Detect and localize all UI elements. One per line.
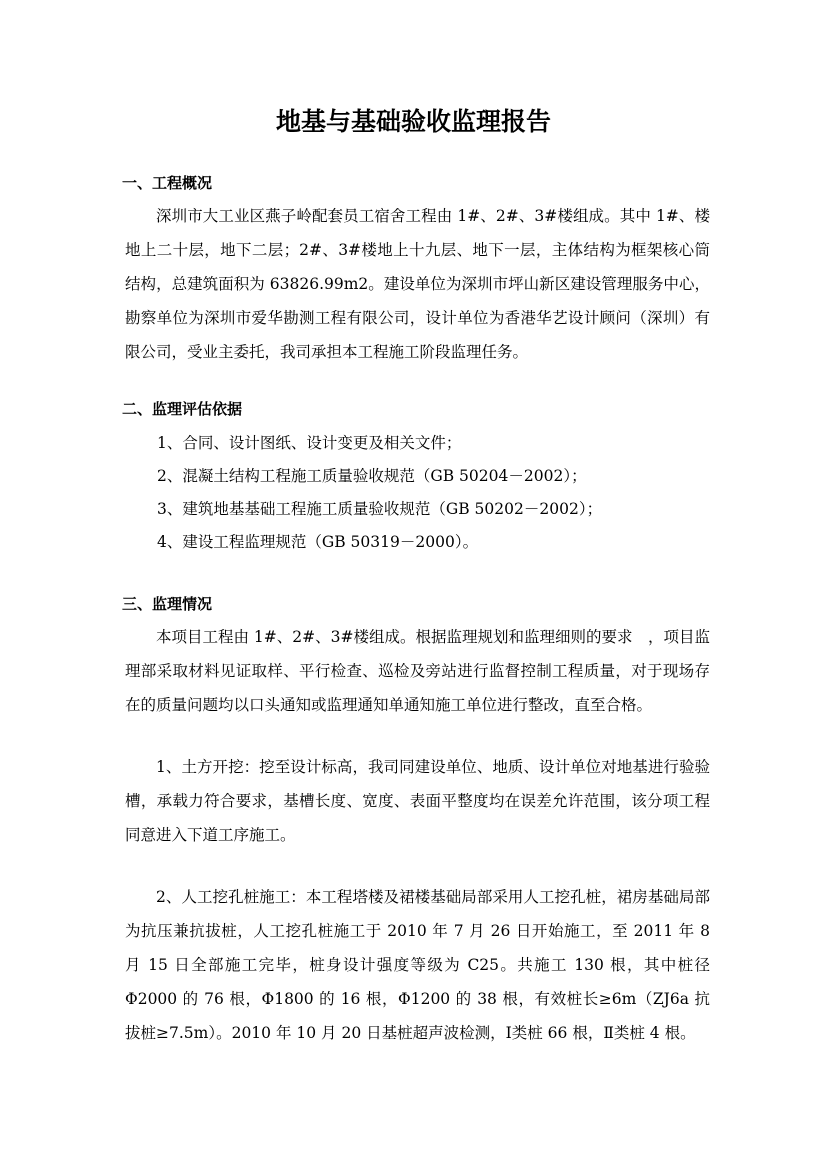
basis-item-3: 3、建筑地基基础工程施工质量验收规范（GB 50202－2002）； bbox=[157, 500, 603, 518]
basis-item-4: 4、建设工程监理规范（GB 50319－2000）。 bbox=[157, 533, 479, 551]
pile-paragraph: 2、人工挖孔桩施工：本工程塔楼及裙楼基础局部采用人工挖孔桩，裙房基础局部为抗压兼抗拔桩，人工挖孔桩施工于 2010 年 7 月 26 日开始施工，至 2011 年 8 月 15 日全部施工完毕，桩身设计强度等级为 C25。共施工 130 根，其中桩径Φ2000 的 76 根，Φ1800 的 16 根，Φ1200 的 38 根，有效桩长≥6m（ZJ6a 抗拔桩≥7.5m）。2010 年 10 月 20 日基桩超声波检测，Ⅰ类桩 66 根，Ⅱ类桩 4 根。 bbox=[125, 888, 710, 1042]
section-heading-overview: 一、工程概况 bbox=[122, 174, 213, 192]
supervision-paragraph: 本项目工程由 1#、2#、3#楼组成。根据监理规划和监理细则的要求 ，项目监理部采取材料见证取样、平行检查、巡检及旁站进行监督控制工程质量，对于现场存在的质量问题均以口头通知或监理通知单通知施工单位进行整改，直至合格。 bbox=[125, 628, 710, 714]
section-heading-basis: 二、监理评估依据 bbox=[122, 400, 243, 418]
overview-paragraph: 深圳市大工业区燕子岭配套员工宿舍工程由 1#、2#、3#楼组成。其中 1#、楼地上二十层，地下二层；2#、3#楼地上十九层、地下一层，主体结构为框架核心筒结构，总建筑面积为 63826.99m2。建设单位为深圳市坪山新区建设管理服务中心，勘察单位为深圳市爱华勘测工程有限公司，设计单位为香港华艺设计顾问（深圳）有限公司，受业主委托，我司承担本工程施工阶段监理任务。 bbox=[125, 207, 710, 361]
section-heading-supervision: 三、监理情况 bbox=[122, 595, 213, 613]
basis-item-1: 1、合同、设计图纸、设计变更及相关文件； bbox=[157, 434, 462, 452]
document-title: 地基与基础验收监理报告 bbox=[275, 107, 551, 136]
basis-item-2: 2、混凝土结构工程施工质量验收规范（GB 50204－2002）； bbox=[157, 467, 587, 485]
earthwork-paragraph: 1、土方开挖：挖至设计标高，我司同建设单位、地质、设计单位对地基进行验验槽，承载力符合要求，基槽长度、宽度、表面平整度均在误差允许范围，该分项工程同意进入下道工序施工。 bbox=[125, 758, 710, 844]
